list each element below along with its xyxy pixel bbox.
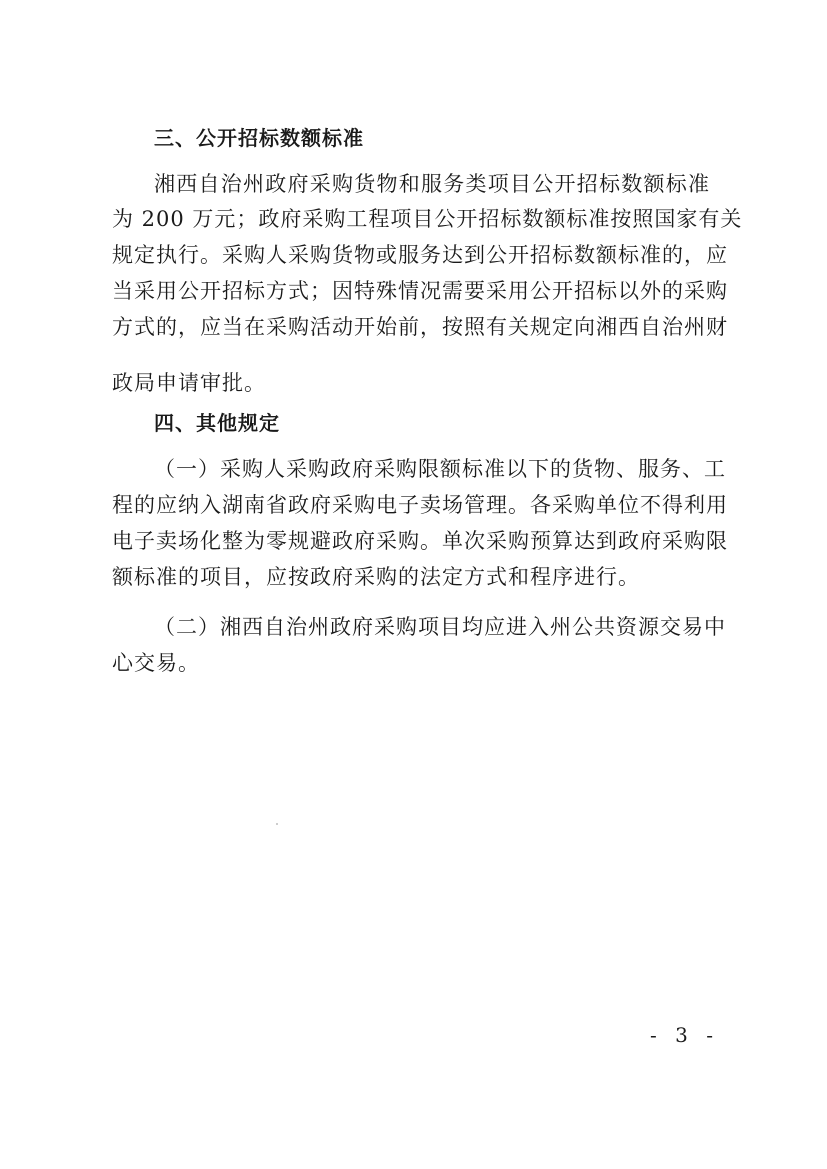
paragraph-line: 为 200 万元；政府采购工程项目公开招标数额标准按照国家有关 — [112, 207, 743, 231]
paragraph-line: 湘西自治州政府采购货物和服务类项目公开招标数额标准 — [154, 172, 710, 196]
paragraph-line: 规定执行。采购人采购货物或服务达到公开招标数额标准的，应 — [112, 243, 728, 267]
scan-speck — [276, 823, 278, 825]
paragraph-line: 心交易。 — [112, 651, 200, 675]
paragraph-line: 方式的，应当在采购活动开始前，按照有关规定向湘西自治州财 — [112, 315, 728, 339]
paragraph-line: 电子卖场化整为零规避政府采购。单次采购预算达到政府采购限 — [112, 529, 728, 553]
paragraph-line: 当采用公开招标方式；因特殊情况需要采用公开招标以外的采购 — [112, 279, 728, 303]
page-number: - 3 - — [650, 1023, 719, 1047]
paragraph-line: 程的应纳入湖南省政府采购电子卖场管理。各采购单位不得利用 — [112, 493, 728, 517]
section-3-heading: 三、公开招标数额标准 — [154, 126, 364, 150]
paragraph-line: （二）湘西自治州政府采购项目均应进入州公共资源交易中 — [154, 615, 726, 639]
paragraph-line: 额标准的项目，应按政府采购的法定方式和程序进行。 — [112, 565, 640, 589]
section-4-heading: 四、其他规定 — [154, 411, 280, 435]
paragraph-line: 政局申请审批。 — [112, 371, 266, 395]
paragraph-line: （一）采购人采购政府采购限额标准以下的货物、服务、工 — [154, 457, 726, 481]
